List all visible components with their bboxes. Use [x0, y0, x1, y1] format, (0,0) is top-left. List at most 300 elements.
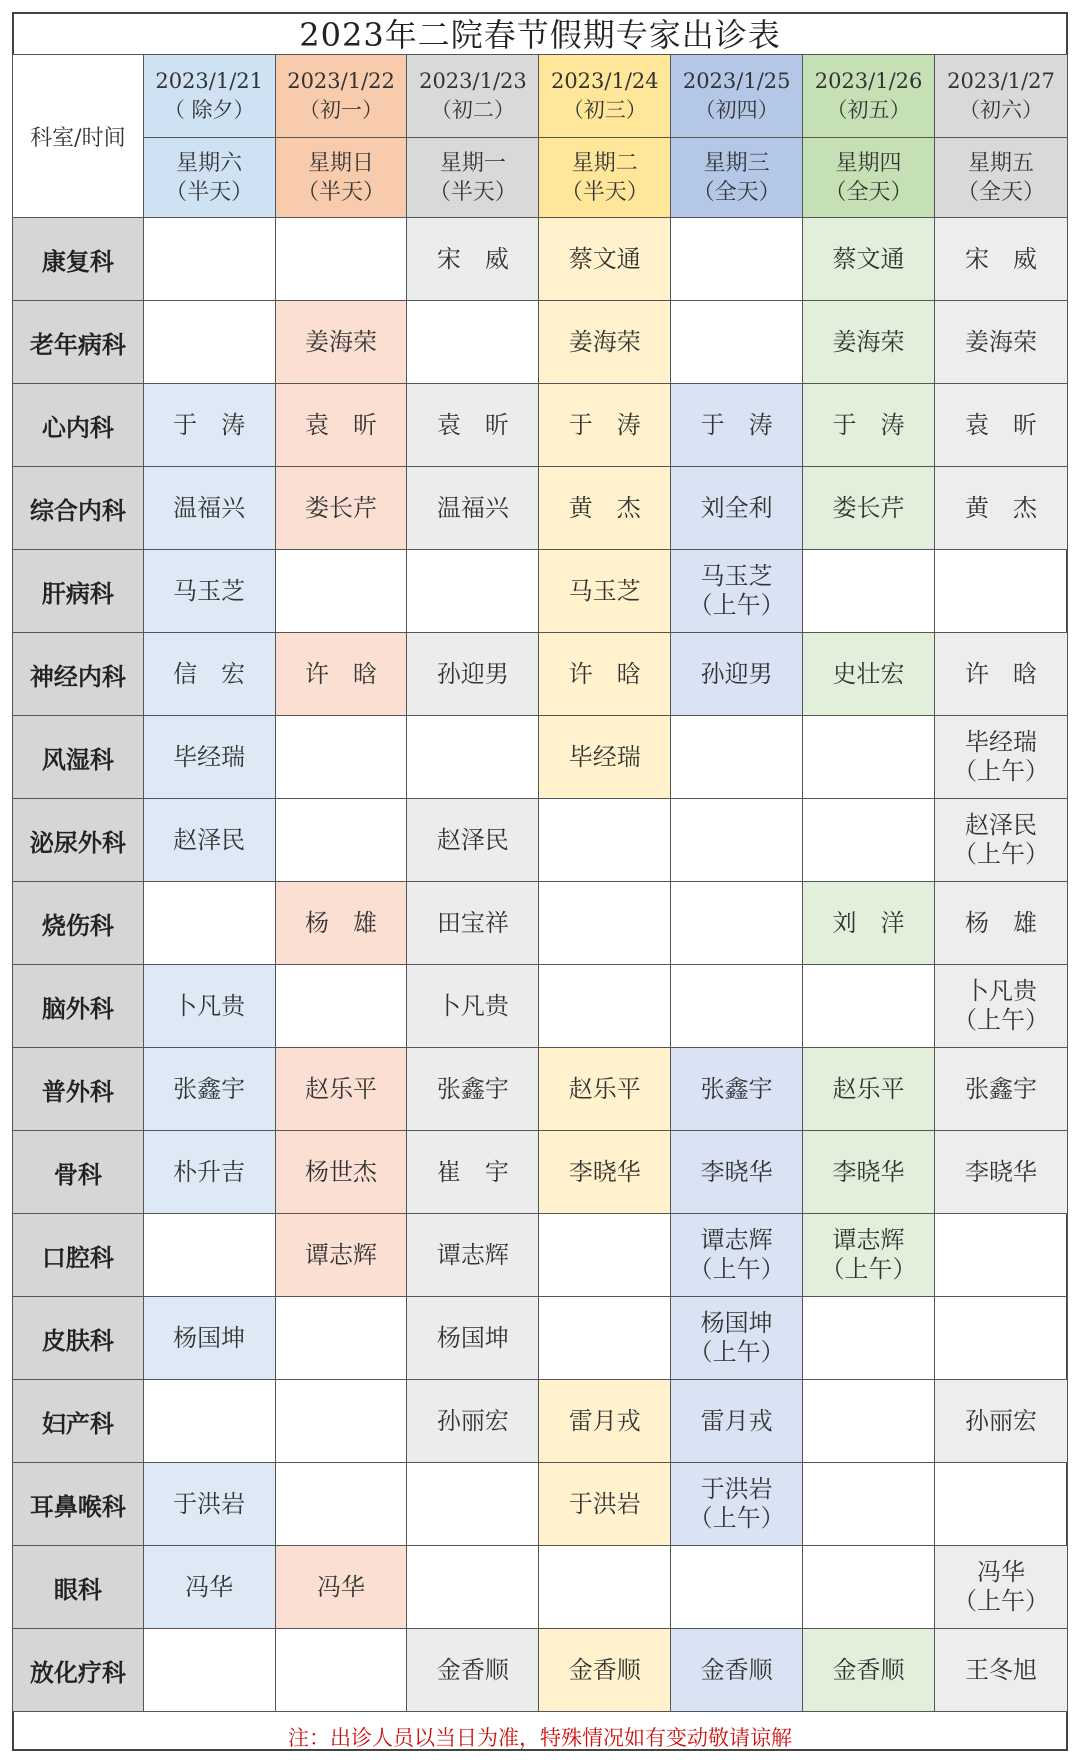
- schedule-cell: [407, 1048, 539, 1131]
- doctor-name: 许 晗: [305, 659, 378, 688]
- doctor-name: 袁 昕: [305, 410, 378, 439]
- dept-cell: [13, 1131, 144, 1214]
- schedule-cell: [934, 384, 1067, 467]
- date-text: 2023/1/25: [682, 69, 791, 93]
- schedule-cell: [671, 633, 803, 716]
- schedule-cell: [143, 550, 275, 633]
- schedule-cell: [934, 550, 1067, 633]
- schedule-cell: [143, 965, 275, 1048]
- schedule-table: [12, 54, 1068, 1762]
- date-text: （初五）: [826, 98, 911, 122]
- doctor-name: 李晓华: [568, 1157, 641, 1186]
- doctor-name: 娄长芹: [305, 493, 378, 522]
- weekday-text: （半天）: [428, 179, 517, 205]
- header-date-row: [13, 55, 1068, 138]
- dept-label: 眼科: [53, 1575, 102, 1604]
- table-row: [13, 1048, 1068, 1131]
- note-row: [13, 1712, 1068, 1763]
- schedule-cell: [803, 1463, 935, 1546]
- schedule-cell: [803, 550, 935, 633]
- doctor-name: （上午）: [952, 757, 1049, 785]
- schedule-cell: [803, 716, 935, 799]
- schedule-cell: [275, 799, 407, 882]
- schedule-cell: [934, 965, 1067, 1048]
- weekday-text: （半天）: [560, 179, 649, 205]
- doctor-name: 张鑫宇: [964, 1074, 1037, 1103]
- doctor-name: 杨国坤: [700, 1309, 773, 1337]
- date-text: （初六）: [958, 98, 1043, 122]
- schedule-cell: [143, 799, 275, 882]
- doctor-name: 于洪岩: [700, 1475, 773, 1503]
- doctor-name: 刘全利: [700, 493, 773, 522]
- table-row: [13, 467, 1068, 550]
- page-title: 2023年二院春节假期专家出诊表: [299, 16, 781, 54]
- doctor-name: （上午）: [688, 1255, 785, 1283]
- doctor-name: 宋 威: [964, 244, 1037, 273]
- dept-label: 综合内科: [29, 496, 126, 525]
- schedule-cell: [275, 965, 407, 1048]
- dept-cell: [13, 882, 144, 965]
- doctor-name: 于 涛: [700, 410, 773, 439]
- schedule-cell: [275, 301, 407, 384]
- footer-note: 注：出诊人员以当日为准，特殊情况如有变动敬请谅解: [288, 1726, 792, 1750]
- doctor-name: 赵泽民: [173, 825, 246, 854]
- corner-label: 科室/时间: [30, 125, 126, 151]
- schedule-cell: [275, 384, 407, 467]
- schedule-cell: [934, 1463, 1067, 1546]
- dept-label: 康复科: [41, 247, 114, 276]
- schedule-cell: [539, 301, 671, 384]
- date-text: （初一）: [299, 98, 384, 122]
- schedule-cell: [671, 1214, 803, 1297]
- dept-label: 老年病科: [29, 330, 126, 359]
- schedule-cell: [143, 1629, 275, 1712]
- schedule-cell: [539, 1629, 671, 1712]
- table-row: [13, 716, 1068, 799]
- doctor-name: 孙迎男: [436, 659, 509, 688]
- schedule-cell: [275, 218, 407, 301]
- schedule-cell: [803, 1214, 935, 1297]
- doctor-name: 许 晗: [964, 659, 1037, 688]
- doctor-name: 赵乐平: [832, 1074, 905, 1103]
- schedule-cell: [275, 716, 407, 799]
- date-text: （初二）: [430, 98, 515, 122]
- schedule-cell: [275, 1380, 407, 1463]
- weekday-text: 星期六: [176, 150, 243, 176]
- table-row: [13, 1546, 1068, 1629]
- dept-cell: [13, 218, 144, 301]
- schedule-cell: [407, 716, 539, 799]
- doctor-name: 张鑫宇: [436, 1074, 509, 1103]
- schedule-cell: [671, 1546, 803, 1629]
- schedule-cell: [671, 882, 803, 965]
- doctor-name: 田宝祥: [436, 908, 509, 937]
- doctor-name: 冯华: [976, 1558, 1025, 1586]
- schedule-cell: [803, 1380, 935, 1463]
- schedule-cell: [539, 1214, 671, 1297]
- date-header-3: [539, 55, 671, 138]
- dept-label: 放化疗科: [29, 1658, 126, 1687]
- doctor-name: 张鑫宇: [173, 1074, 246, 1103]
- doctor-name: 卜凡贵: [436, 991, 509, 1020]
- date-text: 2023/1/22: [287, 69, 395, 93]
- doctor-name: 娄长芹: [832, 493, 905, 522]
- schedule-cell: [407, 1297, 539, 1380]
- doctor-name: 黄 杰: [964, 493, 1037, 522]
- schedule-cell: [143, 1463, 275, 1546]
- schedule-cell: [275, 1546, 407, 1629]
- doctor-name: 姜海荣: [832, 327, 905, 356]
- schedule-cell: [539, 384, 671, 467]
- schedule-cell: [275, 1629, 407, 1712]
- weekday-text: （半天）: [297, 179, 386, 205]
- weekday-text: 星期四: [835, 150, 902, 176]
- schedule-cell: [671, 799, 803, 882]
- weekday-header-0: [143, 138, 275, 218]
- dept-label: 肝病科: [41, 579, 114, 608]
- schedule-cell: [671, 1297, 803, 1380]
- dept-cell: [13, 1546, 144, 1629]
- schedule-cell: [143, 716, 275, 799]
- schedule-cell: [407, 550, 539, 633]
- weekday-header-2: [407, 138, 539, 218]
- schedule-cell: [407, 384, 539, 467]
- weekday-header-4: [671, 138, 803, 218]
- date-text: （ 除夕）: [163, 98, 255, 122]
- schedule-cell: [934, 716, 1067, 799]
- schedule-cell: [275, 467, 407, 550]
- dept-label: 普外科: [41, 1077, 114, 1106]
- table-row: [13, 384, 1068, 467]
- doctor-name: 黄 杰: [568, 493, 641, 522]
- schedule-cell: [934, 1546, 1067, 1629]
- date-header-4: [671, 55, 803, 138]
- doctor-name: 谭志辉: [305, 1240, 378, 1269]
- table-row: [13, 1131, 1068, 1214]
- doctor-name: 姜海荣: [305, 327, 378, 356]
- doctor-name: 赵泽民: [964, 811, 1037, 839]
- schedule-cell: [143, 218, 275, 301]
- schedule-cell: [671, 1048, 803, 1131]
- schedule-cell: [803, 218, 935, 301]
- doctor-name: 毕经瑞: [173, 742, 246, 771]
- schedule-cell: [407, 1463, 539, 1546]
- doctor-name: 金香顺: [568, 1655, 641, 1684]
- dept-label: 骨科: [53, 1160, 102, 1189]
- schedule-cell: [934, 218, 1067, 301]
- table-row: [13, 1380, 1068, 1463]
- dept-cell: [13, 799, 144, 882]
- schedule-cell: [671, 1463, 803, 1546]
- schedule-cell: [803, 882, 935, 965]
- schedule-cell: [934, 301, 1067, 384]
- table-row: [13, 1214, 1068, 1297]
- schedule-cell: [539, 1380, 671, 1463]
- date-header-6: [934, 55, 1067, 138]
- schedule-cell: [539, 965, 671, 1048]
- table-row: [13, 218, 1068, 301]
- schedule-cell: [671, 1131, 803, 1214]
- date-text: 2023/1/21: [155, 69, 264, 93]
- weekday-text: 星期一: [439, 150, 506, 176]
- dept-cell: [13, 1380, 144, 1463]
- schedule-cell: [407, 799, 539, 882]
- schedule-cell: [275, 633, 407, 716]
- dept-label: 脑外科: [41, 994, 114, 1023]
- table-row: [13, 550, 1068, 633]
- table-row: [13, 965, 1068, 1048]
- weekday-header-6: [934, 138, 1067, 218]
- doctor-name: 许 晗: [568, 659, 641, 688]
- schedule-cell: [407, 467, 539, 550]
- doctor-name: 刘 洋: [832, 908, 905, 937]
- doctor-name: 李晓华: [964, 1157, 1037, 1186]
- dept-cell: [13, 1048, 144, 1131]
- doctor-name: 蔡文通: [568, 244, 641, 273]
- date-header-0: [143, 55, 275, 138]
- doctor-name: 孙丽宏: [436, 1406, 509, 1435]
- doctor-name: （上午）: [952, 1587, 1049, 1615]
- weekday-header-3: [539, 138, 671, 218]
- date-text: 2023/1/27: [947, 69, 1055, 93]
- dept-cell: [13, 1297, 144, 1380]
- doctor-name: 于洪岩: [568, 1489, 641, 1518]
- schedule-cell: [671, 1629, 803, 1712]
- schedule-cell: [803, 301, 935, 384]
- doctor-name: 于 涛: [832, 410, 905, 439]
- schedule-cell: [671, 384, 803, 467]
- schedule-cell: [143, 1214, 275, 1297]
- dept-cell: [13, 1214, 144, 1297]
- doctor-name: 杨国坤: [173, 1323, 246, 1352]
- doctor-name: 谭志辉: [436, 1240, 509, 1269]
- doctor-name: 谭志辉: [832, 1226, 905, 1254]
- doctor-name: 赵泽民: [436, 825, 509, 854]
- doctor-name: （上午）: [688, 1338, 785, 1366]
- schedule-cell: [539, 218, 671, 301]
- dept-label: 皮肤科: [41, 1326, 114, 1355]
- doctor-name: 卜凡贵: [173, 991, 246, 1020]
- schedule-cell: [143, 301, 275, 384]
- date-header-5: [803, 55, 935, 138]
- schedule-cell: [671, 1380, 803, 1463]
- schedule-cell: [803, 384, 935, 467]
- schedule-cell: [143, 633, 275, 716]
- corner-cell: [13, 55, 144, 218]
- schedule-cell: [934, 1048, 1067, 1131]
- dept-cell: [13, 716, 144, 799]
- doctor-name: 张鑫宇: [700, 1074, 773, 1103]
- schedule-cell: [803, 1629, 935, 1712]
- schedule-cell: [671, 467, 803, 550]
- doctor-name: 冯华: [185, 1572, 234, 1601]
- doctor-name: 李晓华: [832, 1157, 905, 1186]
- schedule-cell: [275, 882, 407, 965]
- schedule-cell: [671, 965, 803, 1048]
- schedule-cell: [934, 799, 1067, 882]
- dept-cell: [13, 467, 144, 550]
- table-row: [13, 1297, 1068, 1380]
- schedule-cell: [275, 1131, 407, 1214]
- schedule-cell: [143, 467, 275, 550]
- doctor-name: （上午）: [688, 591, 785, 619]
- doctor-name: （上午）: [952, 1006, 1049, 1034]
- schedule-cell: [143, 882, 275, 965]
- doctor-name: 孙丽宏: [964, 1406, 1037, 1435]
- dept-label: 耳鼻喉科: [29, 1492, 126, 1521]
- schedule-cell: [407, 1214, 539, 1297]
- schedule-cell: [143, 1546, 275, 1629]
- schedule-cell: [407, 882, 539, 965]
- schedule-cell: [539, 799, 671, 882]
- schedule-cell: [275, 1048, 407, 1131]
- doctor-name: 雷月戎: [700, 1406, 773, 1435]
- schedule-cell: [143, 1131, 275, 1214]
- date-text: 2023/1/24: [550, 69, 659, 93]
- doctor-name: 杨国坤: [436, 1323, 509, 1352]
- doctor-name: 史壮宏: [832, 659, 905, 688]
- dept-label: 烧伤科: [41, 911, 114, 940]
- schedule-cell: [539, 1546, 671, 1629]
- schedule-cell: [803, 1048, 935, 1131]
- doctor-name: 孙迎男: [700, 659, 773, 688]
- dept-label: 妇产科: [41, 1409, 114, 1438]
- weekday-text: （全天）: [692, 179, 781, 205]
- schedule-cell: [803, 1546, 935, 1629]
- schedule-cell: [539, 882, 671, 965]
- schedule-cell: [407, 633, 539, 716]
- doctor-name: 姜海荣: [568, 327, 641, 356]
- doctor-name: 马玉芝: [700, 562, 773, 590]
- doctor-name: 马玉芝: [568, 576, 641, 605]
- header-weekday-row: [13, 138, 1068, 218]
- schedule-cell: [407, 218, 539, 301]
- doctor-name: 崔 宇: [436, 1157, 509, 1186]
- note-cell: [13, 1712, 1068, 1763]
- schedule-cell: [803, 1131, 935, 1214]
- doctor-name: 赵乐平: [305, 1074, 378, 1103]
- schedule-cell: [143, 1380, 275, 1463]
- schedule-cell: [407, 1380, 539, 1463]
- schedule-cell: [143, 384, 275, 467]
- table-row: [13, 1463, 1068, 1546]
- schedule-cell: [803, 965, 935, 1048]
- schedule-cell: [934, 467, 1067, 550]
- doctor-name: 毕经瑞: [964, 728, 1037, 756]
- schedule-cell: [539, 467, 671, 550]
- dept-label: 神经内科: [29, 662, 126, 691]
- schedule-cell: [539, 716, 671, 799]
- schedule-cell: [539, 550, 671, 633]
- schedule-cell: [275, 550, 407, 633]
- weekday-header-1: [275, 138, 407, 218]
- doctor-name: 金香顺: [436, 1655, 509, 1684]
- schedule-cell: [934, 1297, 1067, 1380]
- weekday-header-5: [803, 138, 935, 218]
- dept-label: 泌尿外科: [29, 828, 126, 857]
- doctor-name: 于 涛: [173, 410, 246, 439]
- doctor-name: 杨世杰: [305, 1157, 378, 1186]
- doctor-name: （上午）: [952, 840, 1049, 868]
- weekday-text: 星期三: [703, 150, 770, 176]
- doctor-name: 信 宏: [173, 659, 246, 688]
- doctor-name: 王冬旭: [964, 1655, 1037, 1684]
- schedule-cell: [934, 1380, 1067, 1463]
- date-header-2: [407, 55, 539, 138]
- date-text: 2023/1/26: [814, 69, 923, 93]
- weekday-text: 星期日: [308, 150, 375, 176]
- schedule-cell: [934, 882, 1067, 965]
- dept-cell: [13, 550, 144, 633]
- doctor-name: 袁 昕: [436, 410, 509, 439]
- dept-cell: [13, 1463, 144, 1546]
- doctor-name: 朴升吉: [173, 1157, 246, 1186]
- table-row: [13, 633, 1068, 716]
- doctor-name: 冯华: [317, 1572, 366, 1601]
- schedule-cell: [275, 1463, 407, 1546]
- doctor-name: 姜海荣: [964, 327, 1037, 356]
- schedule-cell: [934, 1131, 1067, 1214]
- schedule-cell: [803, 467, 935, 550]
- schedule-cell: [539, 1463, 671, 1546]
- schedule-cell: [275, 1214, 407, 1297]
- schedule-cell: [803, 1297, 935, 1380]
- date-header-1: [275, 55, 407, 138]
- doctor-name: 雷月戎: [568, 1406, 641, 1435]
- weekday-text: （全天）: [824, 179, 913, 205]
- schedule-cell: [143, 1048, 275, 1131]
- schedule-cell: [934, 1629, 1067, 1712]
- schedule-cell: [407, 1131, 539, 1214]
- dept-label: 口腔科: [41, 1243, 114, 1272]
- weekday-text: 星期五: [967, 150, 1034, 176]
- schedule-cell: [275, 1297, 407, 1380]
- doctor-name: 杨 雄: [964, 908, 1037, 937]
- schedule-cell: [934, 1214, 1067, 1297]
- table-row: [13, 882, 1068, 965]
- schedule-cell: [671, 550, 803, 633]
- schedule-cell: [671, 218, 803, 301]
- schedule-cell: [539, 1297, 671, 1380]
- doctor-name: （上午）: [688, 1504, 785, 1532]
- doctor-name: 李晓华: [700, 1157, 773, 1186]
- date-text: （初四）: [694, 98, 779, 122]
- dept-cell: [13, 1629, 144, 1712]
- date-text: 2023/1/23: [419, 69, 527, 93]
- doctor-name: 赵乐平: [568, 1074, 641, 1103]
- dept-cell: [13, 633, 144, 716]
- doctor-name: 金香顺: [700, 1655, 773, 1684]
- weekday-text: （全天）: [956, 179, 1045, 205]
- schedule-cell: [671, 716, 803, 799]
- dept-label: 心内科: [41, 413, 114, 442]
- schedule-cell: [539, 633, 671, 716]
- schedule-cell: [803, 633, 935, 716]
- doctor-name: 谭志辉: [700, 1226, 773, 1254]
- doctor-name: 蔡文通: [832, 244, 905, 273]
- doctor-name: 于 涛: [568, 410, 641, 439]
- schedule-cell: [539, 1131, 671, 1214]
- schedule-cell: [407, 1546, 539, 1629]
- doctor-name: （上午）: [820, 1255, 917, 1283]
- doctor-name: 金香顺: [832, 1655, 905, 1684]
- table-row: [13, 301, 1068, 384]
- table-row: [13, 799, 1068, 882]
- schedule-cell: [539, 1048, 671, 1131]
- doctor-name: 杨 雄: [305, 908, 378, 937]
- doctor-name: 马玉芝: [173, 576, 246, 605]
- schedule-cell: [671, 301, 803, 384]
